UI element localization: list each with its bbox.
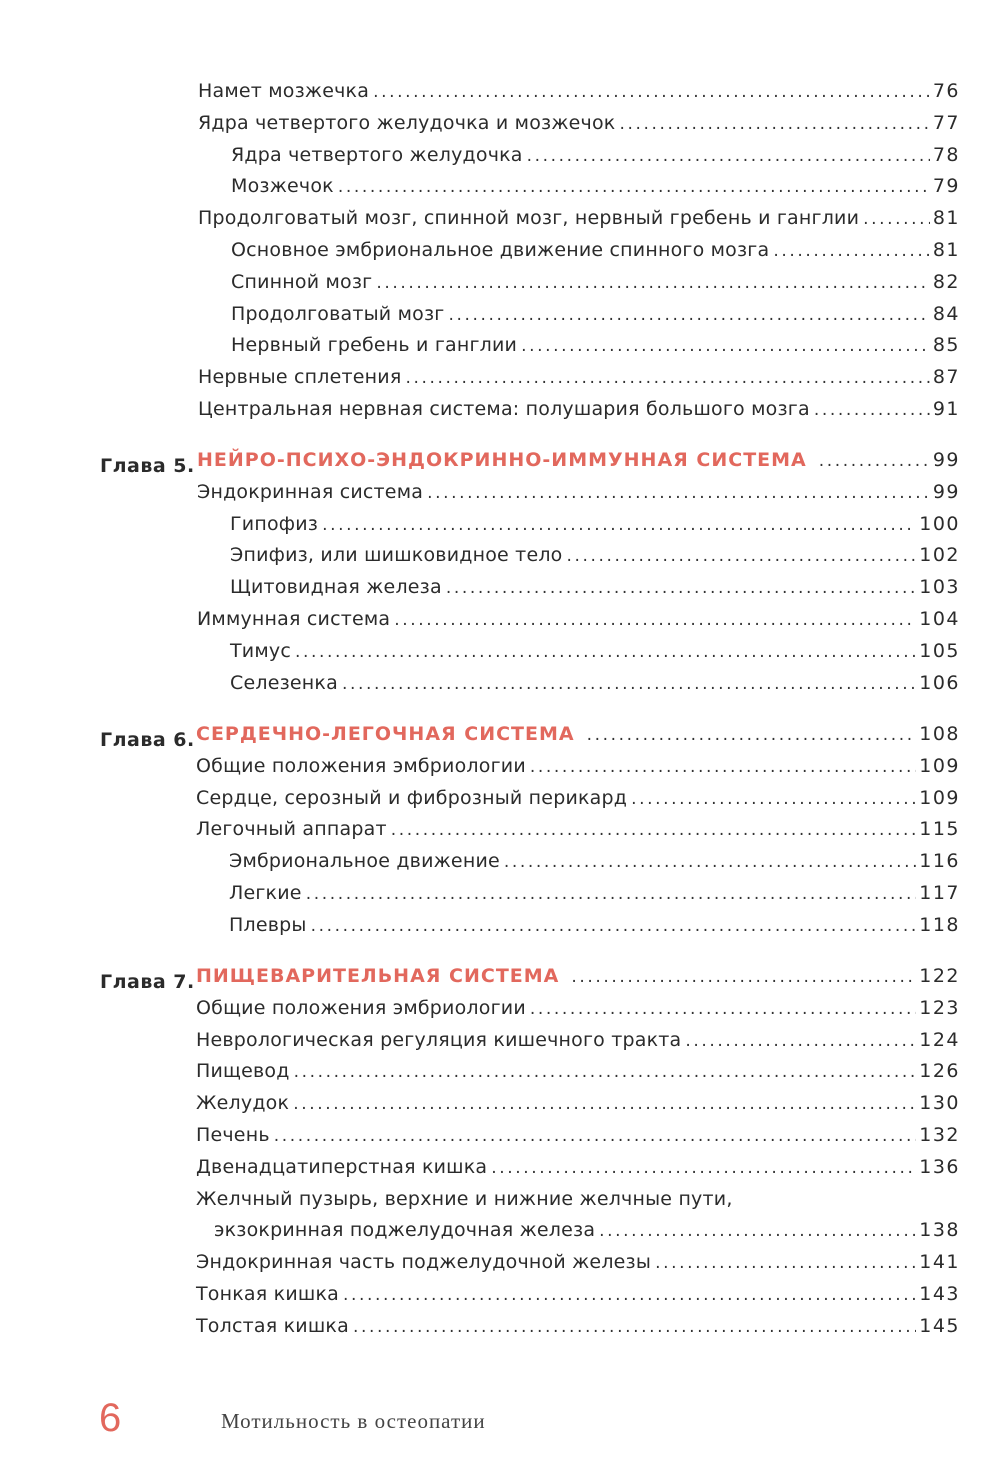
page-ref: 81	[932, 239, 960, 261]
entry-title: Эмбриональное движение	[229, 850, 500, 873]
page-ref: 102	[919, 544, 960, 567]
entry-title: Тимус	[230, 639, 291, 662]
leader-dots	[311, 916, 917, 936]
chapter-title: ПИЩЕВАРИТЕЛЬНАЯ СИСТЕМА	[196, 965, 560, 987]
toc-entry	[198, 112, 960, 144]
toc-entry	[196, 818, 960, 850]
toc-entry	[196, 997, 960, 1029]
chapter-label: Глава 7.	[100, 971, 195, 993]
entry-title: Продолговатый мозг, спинной мозг, нервный гребень и ганглии	[198, 207, 860, 230]
toc-entry	[196, 787, 960, 819]
page-ref: 79	[932, 175, 960, 198]
toc-entry	[214, 1219, 960, 1251]
toc-entry	[196, 1283, 960, 1315]
page-ref: 143	[919, 1283, 960, 1305]
chapter-heading-row	[196, 965, 960, 997]
entry-title: Нервные сплетения	[198, 366, 402, 389]
toc-entry	[197, 481, 960, 513]
leader-dots	[338, 177, 930, 197]
toc-entry	[198, 80, 960, 112]
toc-entry	[231, 271, 960, 303]
entry-title: Желудок	[196, 1092, 290, 1115]
entry-title: Щитовидная железа	[230, 576, 442, 599]
chapter-heading-row	[196, 723, 960, 755]
page-ref: 122	[919, 965, 960, 987]
page-ref: 87	[932, 366, 960, 389]
entry-title: Ядра четвертого желудочка и мозжечок	[198, 111, 616, 134]
page-ref: 108	[919, 723, 960, 745]
leader-dots	[527, 146, 930, 166]
entry-title: Иммунная система	[197, 608, 391, 630]
entry-title: Намет мозжечка	[198, 80, 370, 102]
leader-dots	[773, 241, 929, 261]
page-ref: 123	[919, 996, 960, 1019]
chapter-label: Глава 5.	[100, 455, 195, 477]
toc-entry	[231, 175, 960, 207]
toc-entry	[196, 1251, 960, 1283]
leader-dots	[655, 1253, 916, 1273]
toc-entry	[196, 1029, 960, 1061]
chapter-heading-row	[197, 449, 960, 481]
entry-title: Неврологическая регуляция кишечного тракта	[196, 1028, 682, 1051]
leader-dots	[342, 674, 916, 694]
leader-dots	[391, 820, 917, 840]
leader-dots	[322, 515, 916, 535]
leader-dots	[530, 757, 916, 777]
entry-title: Плевры	[229, 913, 307, 936]
toc-entry	[231, 144, 960, 176]
leader-dots	[306, 884, 917, 904]
toc-entry	[198, 207, 960, 239]
leader-dots	[448, 305, 929, 325]
leader-dots	[294, 1062, 917, 1082]
chapter-label: Глава 6.	[100, 729, 195, 751]
leader-dots	[293, 1094, 916, 1114]
toc-entry	[198, 366, 960, 398]
page-ref: 109	[919, 786, 960, 809]
leader-dots	[353, 1317, 916, 1337]
page-ref: 99	[932, 449, 960, 471]
page-ref: 76	[932, 80, 960, 102]
page-ref: 145	[919, 1314, 960, 1337]
page-ref: 116	[919, 850, 960, 873]
toc-entry	[229, 850, 960, 882]
toc-entry	[197, 608, 960, 640]
page-ref: 141	[919, 1251, 960, 1274]
page-ref: 109	[919, 754, 960, 777]
toc-entry	[230, 576, 960, 608]
page-ref: 78	[932, 143, 960, 166]
entry-title: Селезенка	[230, 671, 338, 694]
leader-dots	[631, 789, 916, 809]
leader-dots	[446, 578, 916, 598]
chapter-title: НЕЙРО-ПСИХО-ЭНДОКРИННО-ИММУННАЯ СИСТЕМА	[197, 449, 807, 471]
leader-dots	[863, 209, 930, 229]
page-ref: 115	[919, 818, 960, 841]
page-ref: 136	[919, 1155, 960, 1178]
page-ref: 126	[919, 1060, 960, 1083]
toc-entry	[196, 1092, 960, 1124]
entry-title: Ядра четвертого желудочка	[231, 143, 523, 166]
page-ref: 85	[932, 334, 960, 357]
toc-entry	[229, 914, 960, 946]
entry-title: Гипофиз	[230, 512, 319, 535]
entry-title: Эпифиз, или шишковидное тело	[230, 544, 563, 567]
page-ref: 105	[919, 639, 960, 662]
leader-dots	[504, 852, 916, 872]
toc-entry	[196, 1188, 960, 1220]
toc-entry	[231, 334, 960, 366]
page-ref: 130	[919, 1092, 960, 1115]
page-ref: 117	[919, 882, 960, 904]
toc-entry	[230, 672, 960, 704]
page-ref: 106	[919, 671, 960, 694]
leader-dots	[343, 1285, 916, 1305]
leader-dots	[405, 368, 929, 388]
entry-title: Толстая кишка	[196, 1314, 349, 1337]
toc-entry	[229, 882, 960, 914]
toc-entry	[196, 1124, 960, 1156]
page-ref: 124	[919, 1028, 960, 1051]
page-ref: 82	[932, 270, 960, 293]
chapter-title: СЕРДЕЧНО-ЛЕГОЧНАЯ СИСТЕМА	[196, 723, 575, 745]
page-ref: 118	[919, 913, 960, 936]
leader-dots	[521, 336, 930, 356]
toc-entry	[230, 544, 960, 576]
page-ref: 81	[932, 207, 960, 230]
entry-title: Центральная нервная система: полушария большого мозга	[198, 398, 810, 420]
entry-title: Эндокринная часть поджелудочной железы	[196, 1251, 652, 1274]
toc-entry	[196, 1315, 960, 1347]
toc-entry	[230, 640, 960, 672]
leader-dots	[814, 400, 930, 420]
page-number: 6	[99, 1396, 122, 1440]
toc-entry	[198, 398, 960, 430]
entry-title: Нервный гребень и ганглии	[231, 334, 518, 357]
toc-entry	[196, 755, 960, 787]
entry-title: Мозжечок	[231, 175, 334, 198]
leader-dots	[819, 451, 930, 471]
entry-title: Двенадцатиперстная кишка	[196, 1155, 488, 1178]
page-ref: 103	[919, 576, 960, 599]
toc-entry	[231, 239, 960, 271]
leader-dots	[295, 642, 916, 662]
leader-dots	[376, 273, 929, 293]
toc-entry	[231, 303, 960, 335]
entry-title: Основное эмбриональное движение спинного мозга	[231, 239, 770, 261]
entry-title: Пищевод	[196, 1060, 290, 1083]
leader-dots	[530, 999, 916, 1019]
entry-title: Печень	[196, 1124, 270, 1146]
running-title: Мотильность в остеопатии	[221, 1409, 486, 1433]
leader-dots	[619, 114, 929, 134]
toc-entry	[230, 513, 960, 545]
entry-title: Сердце, серозный и фиброзный перикард	[196, 786, 628, 809]
entry-title: Спинной мозг	[231, 270, 373, 293]
leader-dots	[274, 1126, 917, 1146]
leader-dots	[491, 1158, 916, 1178]
page-ref: 104	[919, 608, 960, 630]
entry-title: Легочный аппарат	[196, 818, 387, 841]
leader-dots	[599, 1221, 916, 1241]
page-ref: 77	[932, 111, 960, 134]
page-ref: 91	[932, 398, 960, 420]
page-ref: 100	[919, 512, 960, 535]
leader-dots	[373, 82, 930, 102]
leader-dots	[571, 967, 916, 987]
toc-entry	[196, 1060, 960, 1092]
entry-title: Эндокринная система	[197, 480, 424, 503]
leader-dots	[427, 483, 930, 503]
leader-dots	[587, 725, 917, 745]
entry-title: Общие положения эмбриологии	[196, 754, 526, 777]
toc-entry	[196, 1156, 960, 1188]
leader-dots	[394, 610, 916, 630]
page-ref: 84	[932, 302, 960, 325]
entry-title: экзокринная поджелудочная железа	[214, 1219, 596, 1242]
entry-title: Тонкая кишка	[196, 1283, 339, 1305]
leader-dots	[567, 546, 917, 566]
entry-title: Продолговатый мозг	[231, 302, 445, 325]
page-ref: 99	[932, 480, 960, 503]
page-ref: 138	[919, 1219, 960, 1242]
leader-dots	[685, 1031, 916, 1051]
entry-title: Желчный пузырь, верхние и нижние желчные пути,	[196, 1187, 733, 1210]
page-ref: 132	[919, 1124, 960, 1146]
entry-title: Легкие	[229, 882, 302, 904]
entry-title: Общие положения эмбриологии	[196, 996, 526, 1019]
